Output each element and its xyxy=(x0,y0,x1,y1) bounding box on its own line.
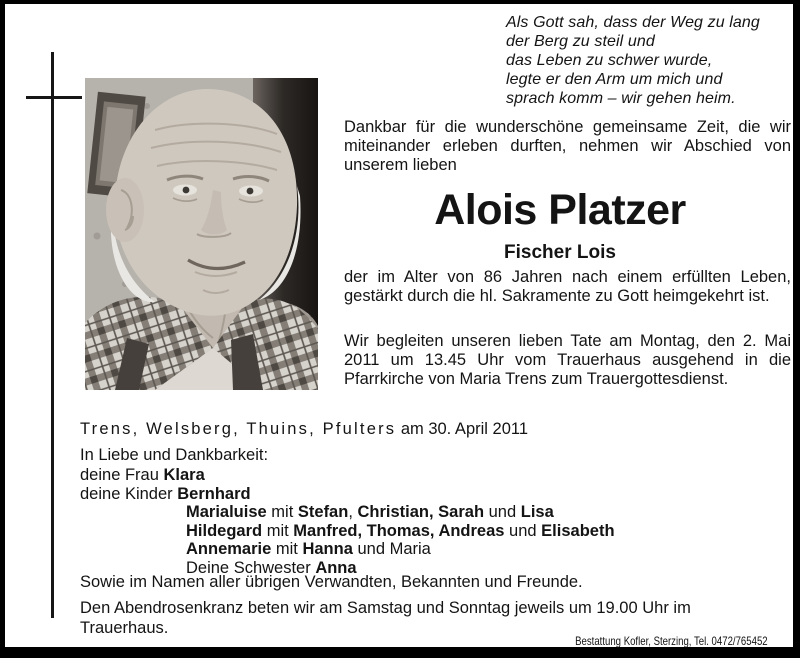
cross-icon xyxy=(51,52,54,618)
family-line-children: deine Kinder Bernhard xyxy=(80,484,251,503)
verse-line: der Berg zu steil und xyxy=(506,33,655,50)
rosary-text: Den Abendrosenkranz beten wir am Samstag und Sonntag jeweils um 19.00 Uhr im Trauerhaus. xyxy=(80,599,691,637)
dateline-date: am 30. April 2011 xyxy=(396,420,529,438)
memorial-verse xyxy=(506,13,760,108)
funeral-text: Wir begleiten unseren lieben Tate am Montag, den 2. Mai 2011 um 13.45 Uhr vom Trauerhaus ausgehend in die Pfarrkirche von Maria Trens zum Trauergottesdienst. xyxy=(344,332,791,389)
cross-icon xyxy=(26,96,82,99)
verse-line: legte er den Arm um mich und xyxy=(506,71,723,88)
intro-text: Dankbar für die wunderschöne gemeinsame Zeit, die wir miteinander erleben durften, nehmen wir Abschied von unserem lieben xyxy=(344,118,791,175)
portrait-photo xyxy=(85,78,318,390)
deceased-name: Alois Platzer xyxy=(434,186,686,234)
family-list xyxy=(80,466,615,578)
family-line-sister: Deine Schwester Anna xyxy=(186,558,357,577)
family-line-annemarie: Annemarie mit Hanna und Maria xyxy=(186,540,431,559)
life-text: der im Alter von 86 Jahren nach einem erfüllten Leben, gestärkt durch die hl. Sakramente zu Gott heimgekehrt ist. xyxy=(344,268,791,306)
relatives-text: Sowie im Namen aller übrigen Verwandten, Bekannten und Freunde. xyxy=(80,573,583,591)
verse-line: Als Gott sah, dass der Weg zu lang xyxy=(506,14,760,31)
deceased-nickname: Fischer Lois xyxy=(504,242,616,263)
undertaker-credit: Bestattung Kofler, Sterzing, Tel. 0472/765452 xyxy=(575,634,768,648)
verse-line: das Leben zu schwer wurde, xyxy=(506,52,713,69)
verse-line: sprach komm – wir gehen heim. xyxy=(506,90,736,107)
family-line-marialuise: Marialuise mit Stefan, Christian, Sarah und Lisa xyxy=(186,503,554,522)
dateline-places: Trens, Welsberg, Thuins, Pfulters xyxy=(80,420,397,438)
family-line-hildegard: Hildegard mit Manfred, Thomas, Andreas und Elisabeth xyxy=(186,521,615,540)
closing-text: In Liebe und Dankbarkeit: xyxy=(80,446,269,464)
dateline xyxy=(80,420,528,439)
family-line-wife: deine Frau Klara xyxy=(80,466,205,484)
